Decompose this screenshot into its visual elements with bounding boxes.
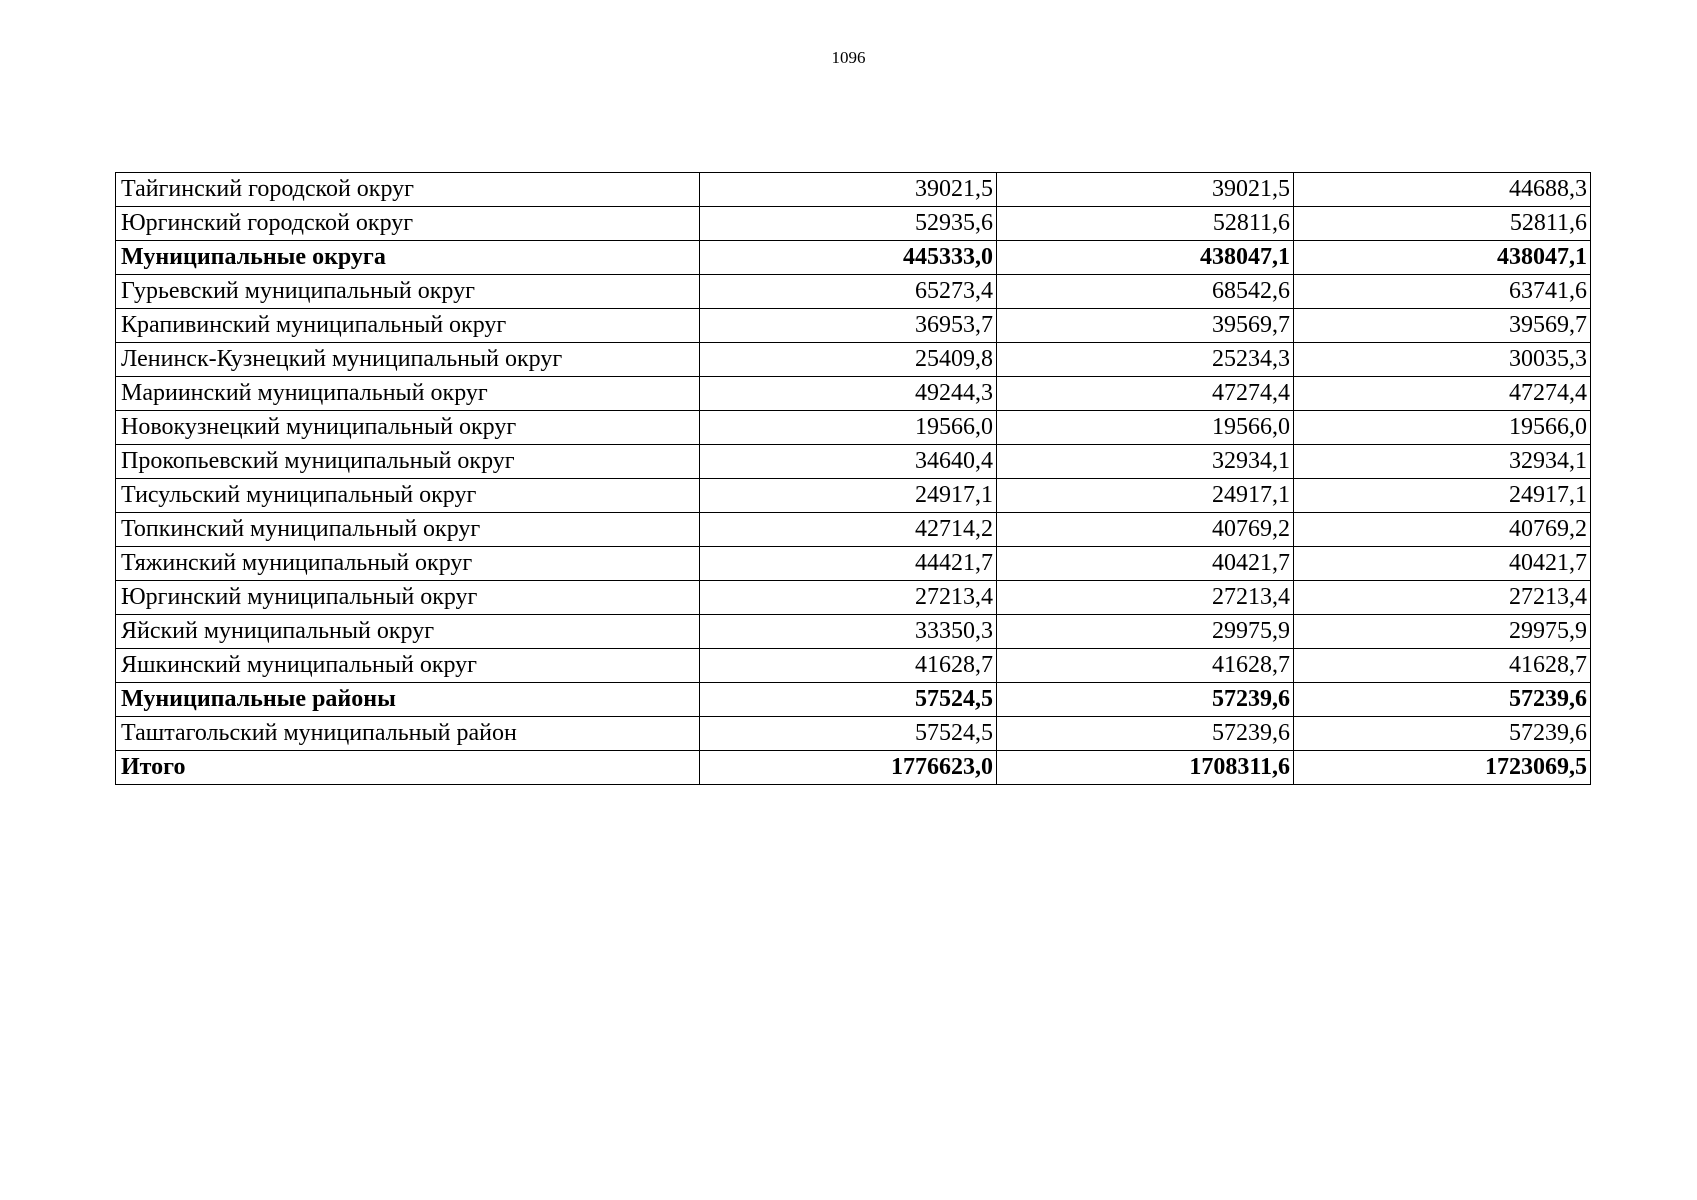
row-value-2-cell: 68542,6: [997, 275, 1294, 309]
row-name-cell: Яшкинский муниципальный округ: [116, 649, 700, 683]
row-value-3-cell: 52811,6: [1294, 207, 1591, 241]
row-name-cell: Тайгинский городской округ: [116, 173, 700, 207]
row-value-2-cell: 40769,2: [997, 513, 1294, 547]
row-value-1-cell: 36953,7: [700, 309, 997, 343]
row-value-3-cell: 57239,6: [1294, 717, 1591, 751]
row-name-cell: Юргинский муниципальный округ: [116, 581, 700, 615]
row-value-2-cell: 438047,1: [997, 241, 1294, 275]
table-row: [116, 275, 1591, 309]
row-value-1-cell: 34640,4: [700, 445, 997, 479]
row-value-2-cell: 39021,5: [997, 173, 1294, 207]
table-body: [116, 173, 1591, 785]
row-value-2-cell: 41628,7: [997, 649, 1294, 683]
row-value-1-cell: 44421,7: [700, 547, 997, 581]
row-name-cell: Муниципальные районы: [116, 683, 700, 717]
row-value-1-cell: 65273,4: [700, 275, 997, 309]
row-value-1-cell: 57524,5: [700, 717, 997, 751]
table-row: [116, 207, 1591, 241]
table-row: [116, 683, 1591, 717]
row-name-cell: Муниципальные округа: [116, 241, 700, 275]
row-name-cell: Итого: [116, 751, 700, 785]
row-value-1-cell: 24917,1: [700, 479, 997, 513]
row-value-1-cell: 42714,2: [700, 513, 997, 547]
row-name-cell: Топкинский муниципальный округ: [116, 513, 700, 547]
row-value-2-cell: 25234,3: [997, 343, 1294, 377]
row-name-cell: Мариинский муниципальный округ: [116, 377, 700, 411]
table-row: [116, 513, 1591, 547]
row-value-3-cell: 44688,3: [1294, 173, 1591, 207]
row-value-1-cell: 445333,0: [700, 241, 997, 275]
table-row: [116, 411, 1591, 445]
row-value-1-cell: 49244,3: [700, 377, 997, 411]
table-row: [116, 751, 1591, 785]
row-value-1-cell: 57524,5: [700, 683, 997, 717]
row-value-1-cell: 39021,5: [700, 173, 997, 207]
row-name-cell: Тяжинский муниципальный округ: [116, 547, 700, 581]
row-value-2-cell: 57239,6: [997, 717, 1294, 751]
row-value-1-cell: 52935,6: [700, 207, 997, 241]
row-name-cell: Гурьевский муниципальный округ: [116, 275, 700, 309]
table-row: [116, 343, 1591, 377]
row-value-1-cell: 41628,7: [700, 649, 997, 683]
row-value-3-cell: 47274,4: [1294, 377, 1591, 411]
row-value-3-cell: 19566,0: [1294, 411, 1591, 445]
table-row: [116, 547, 1591, 581]
row-value-3-cell: 40769,2: [1294, 513, 1591, 547]
table-row: [116, 649, 1591, 683]
row-value-3-cell: 39569,7: [1294, 309, 1591, 343]
row-value-3-cell: 29975,9: [1294, 615, 1591, 649]
row-value-2-cell: 1708311,6: [997, 751, 1294, 785]
row-value-3-cell: 40421,7: [1294, 547, 1591, 581]
table-row: [116, 581, 1591, 615]
row-value-2-cell: 19566,0: [997, 411, 1294, 445]
row-value-3-cell: 41628,7: [1294, 649, 1591, 683]
table-row: [116, 615, 1591, 649]
row-name-cell: Таштагольский муниципальный район: [116, 717, 700, 751]
row-value-3-cell: 32934,1: [1294, 445, 1591, 479]
row-value-2-cell: 39569,7: [997, 309, 1294, 343]
row-value-2-cell: 40421,7: [997, 547, 1294, 581]
table-row: [116, 173, 1591, 207]
row-value-1-cell: 27213,4: [700, 581, 997, 615]
row-value-3-cell: 24917,1: [1294, 479, 1591, 513]
row-value-2-cell: 29975,9: [997, 615, 1294, 649]
row-name-cell: Ленинск-Кузнецкий муниципальный округ: [116, 343, 700, 377]
budget-table: [115, 172, 1591, 785]
table-row: [116, 377, 1591, 411]
row-value-1-cell: 25409,8: [700, 343, 997, 377]
row-value-2-cell: 47274,4: [997, 377, 1294, 411]
table-row: [116, 479, 1591, 513]
row-value-1-cell: 19566,0: [700, 411, 997, 445]
row-value-2-cell: 52811,6: [997, 207, 1294, 241]
row-value-3-cell: 57239,6: [1294, 683, 1591, 717]
row-value-3-cell: 30035,3: [1294, 343, 1591, 377]
row-value-2-cell: 57239,6: [997, 683, 1294, 717]
row-name-cell: Яйский муниципальный округ: [116, 615, 700, 649]
row-name-cell: Крапивинский муниципальный округ: [116, 309, 700, 343]
row-name-cell: Прокопьевский муниципальный округ: [116, 445, 700, 479]
table-row: [116, 241, 1591, 275]
row-name-cell: Тисульский муниципальный округ: [116, 479, 700, 513]
row-value-1-cell: 1776623,0: [700, 751, 997, 785]
row-value-2-cell: 27213,4: [997, 581, 1294, 615]
table-row: [116, 445, 1591, 479]
row-value-3-cell: 438047,1: [1294, 241, 1591, 275]
row-value-3-cell: 1723069,5: [1294, 751, 1591, 785]
row-name-cell: Новокузнецкий муниципальный округ: [116, 411, 700, 445]
row-value-1-cell: 33350,3: [700, 615, 997, 649]
table-row: [116, 309, 1591, 343]
page-number: 1096: [831, 48, 866, 67]
table-row: [116, 717, 1591, 751]
row-value-2-cell: 24917,1: [997, 479, 1294, 513]
row-name-cell: Юргинский городской округ: [116, 207, 700, 241]
row-value-3-cell: 27213,4: [1294, 581, 1591, 615]
row-value-2-cell: 32934,1: [997, 445, 1294, 479]
row-value-3-cell: 63741,6: [1294, 275, 1591, 309]
